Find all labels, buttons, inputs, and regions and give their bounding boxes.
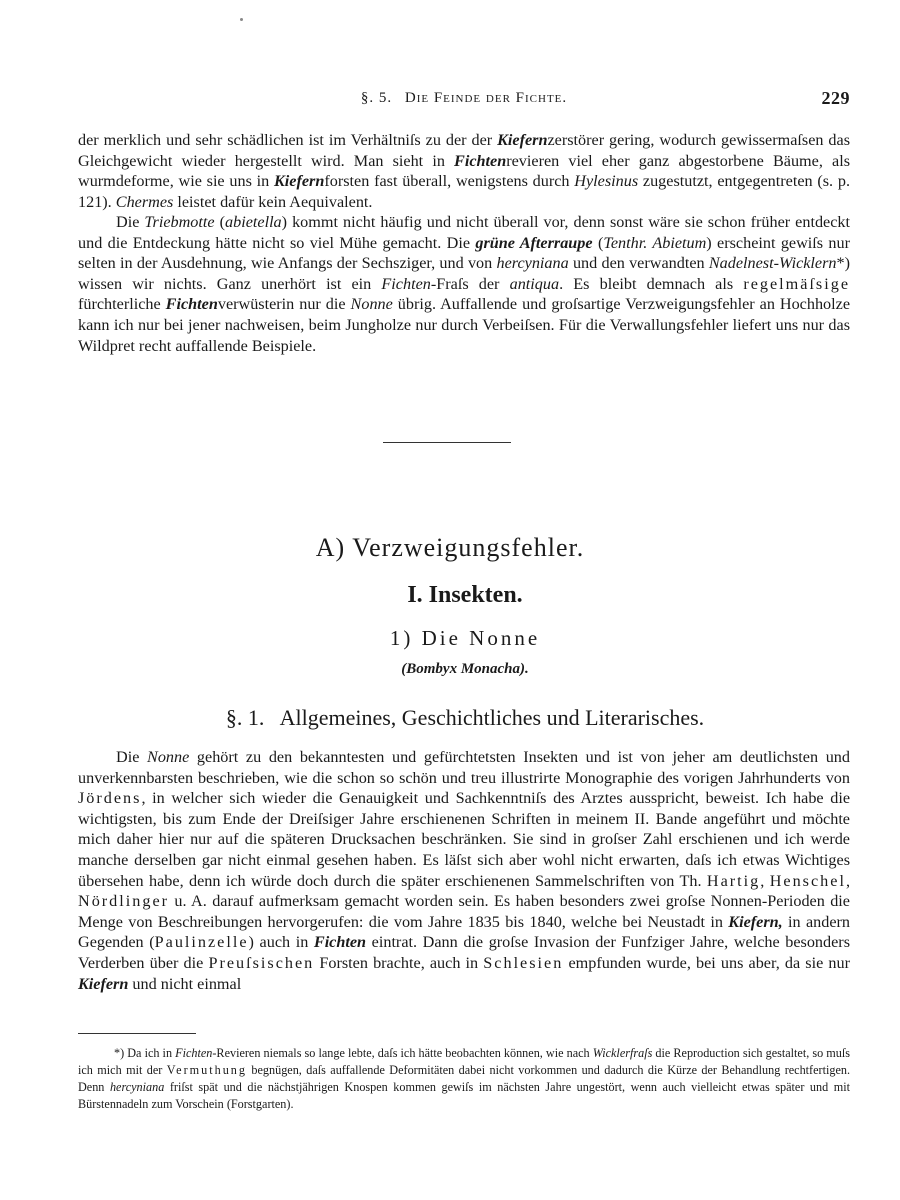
text-run: Die xyxy=(116,748,148,766)
italic-run: Fichten xyxy=(381,274,431,293)
text-run: Forsten brachte, auch in xyxy=(314,953,484,972)
italic-run: Triebmotte xyxy=(144,213,215,231)
italic-run: abietella xyxy=(225,213,282,231)
text-run: eintrat. Dann die groſse Invasion der Funfziger Jahre, welche besonders Verderben über die xyxy=(78,933,850,972)
text-run: ( xyxy=(214,213,226,231)
header-title xyxy=(78,90,850,107)
italic-run: hercyniana xyxy=(496,254,569,273)
running-header xyxy=(78,90,850,112)
text-run: friſst spät und die nächstjährigen Knospen kommen gewiſs im nächsten Jahre ungestört, wenn auch vielleicht etwas später und mit Bürstennadeln zum Vorschein (Forstgarten). xyxy=(78,1080,850,1111)
italic-run: Fichten xyxy=(175,1046,213,1060)
text-run: forsten fast überall, wenigstens durch xyxy=(324,172,575,191)
italic-run: Kiefern xyxy=(274,172,325,191)
italic-run: Nadelnest-Wicklern xyxy=(708,254,837,273)
text-run: empfunden wurde, bei uns aber, da sie nur xyxy=(563,953,850,972)
footnote-rule xyxy=(78,1033,196,1034)
italic-run: Kiefern, xyxy=(728,912,783,931)
spaced-run: Schlesien xyxy=(483,953,564,972)
heading-die-nonne: 1) Die Nonne xyxy=(389,626,541,650)
paragraph-2 xyxy=(78,212,850,356)
italic-run: antiqua xyxy=(509,274,560,293)
italic-run: grüne Afterraupe xyxy=(475,233,593,252)
spaced-run: Preuſsischen xyxy=(208,953,315,972)
text-run: verwüsterin nur die xyxy=(217,295,351,314)
heading-latin-name: (Bombyx Monacha). xyxy=(401,661,529,677)
paragraph-3 xyxy=(78,747,850,994)
text-run: u. A. darauf aufmerksam gemacht worden sein. Es haben besonders zwei groſse Nonnen-Perioden die Menge von Beschreibungen hervorgerufen: die vom Jahre 1835 bis 1840, welche bei Neustadt in xyxy=(78,892,850,931)
text-run: ( xyxy=(592,233,604,252)
spaced-run: Vermuthung xyxy=(166,1063,247,1077)
text-run: -Revieren niemals so lange lebte, daſs ich hätte beobachten können, wie nach xyxy=(212,1046,593,1060)
italic-run: Fichten xyxy=(454,151,507,170)
spaced-run: Henschel xyxy=(769,871,846,890)
text-run: und den verwandten xyxy=(568,254,709,273)
italic-run: Wicklerfraſs xyxy=(592,1046,653,1060)
paragraph-1 xyxy=(78,130,850,212)
footnote xyxy=(78,1045,850,1113)
text-run: leistet dafür kein Aequivalent. xyxy=(173,192,373,211)
text-run: in andern Gegenden ( xyxy=(78,912,850,952)
text-run: begnügen, daſs auffallende Deformitäten dabei nicht vorkommen und dadurch die Kürze der Behandlung rechtfertigen. Denn xyxy=(78,1063,851,1094)
heading-verzweigungsfehler: A) Verzweigungsfehler. xyxy=(315,533,585,562)
text-run: und nicht einmal xyxy=(128,974,242,993)
italic-run: Nonne xyxy=(350,295,393,314)
text-run: ) erscheint gewiſs nur selten in der Ausdehnung, wie Anfangs der Sechsziger, und von xyxy=(78,233,851,273)
header-section: §. 5. xyxy=(360,90,393,106)
italic-run: Hylesinus xyxy=(574,172,639,191)
text-run: gehört zu den bekanntesten und gefürchtetsten Insekten und ist von jeher am deutlichsten und unverkennbarsten beschrieben, wie die schon so schön und treu illustrirte Monographie des vorigen Jahrhunderts von xyxy=(78,748,850,787)
italic-run: Tenthr. Abietum xyxy=(603,233,707,252)
spaced-run: Paulinzelle xyxy=(154,933,249,952)
italic-run: hercyniana xyxy=(109,1080,165,1094)
text-run: die Reproduction sich gestaltet, so muſs ich mich mit der xyxy=(78,1046,850,1077)
italic-run: Kiefern xyxy=(497,131,548,149)
italic-run: Kiefern xyxy=(78,974,129,993)
section-divider xyxy=(383,442,511,443)
text-run: zugestutzt, entgegentreten (s. p. 121). xyxy=(78,172,851,211)
heading-section-1: §. 1. Allgemeines, Geschichtliches und Literarisches. xyxy=(225,705,705,730)
text-run: *) Da ich in xyxy=(114,1046,176,1060)
page-number: 229 xyxy=(821,88,850,108)
text-run: Die xyxy=(116,213,145,231)
text-run: ) auch in xyxy=(248,933,314,952)
italic-run: Chermes xyxy=(115,192,174,211)
spaced-run: Hartig xyxy=(706,871,761,890)
spaced-run: Nördlinger xyxy=(78,892,170,911)
text-run: . Es bleibt demnach als xyxy=(559,274,744,293)
text-run: , xyxy=(845,871,850,890)
italic-run: Nonne xyxy=(147,748,190,766)
text-run: übrig. Auffallende und groſsartige Verzweigungsfehler an Hochholze kann ich nur bei jener nachweisen, beim Jungholze nur durch Verbeiſsen. Für die Verwallungsfehler liefert uns nur das Wildpret recht auffallende Beispiele. xyxy=(78,295,851,355)
spaced-run: regelmäſsige xyxy=(743,274,851,293)
text-run: ) kommt nicht häufig und nicht überall vor, denn sonst wäre sie schon früher entdeckt und die Entdeckung hätte nicht so viel Mühe gemacht. Die xyxy=(78,213,851,252)
header-chapter: Die Feinde der Fichte. xyxy=(404,90,568,106)
text-run: *) wissen wir nichts. Ganz unerhört ist ein xyxy=(78,254,850,293)
print-speck xyxy=(240,18,243,21)
text-run: , in welcher sich wieder die Genauigkeit und Sachkenntniſs des Arztes ausspricht, beweist. Ich habe die wichtigsten, bis zum Ende der Dreiſsiger Jahre erschienenen Schriften in meinem II. Bande angeführt und möchte mich daher hier nur auf die späteren Drucksachen beschränken. Sie sind in groſser Zahl erschienen und ich werde manche derselben gar nicht einmal gesehen haben. Es läſst sich aber wohl nicht erwarten, daſs ich etwas Wichtiges übersehen habe, denn ich würde doch durch die später erschienenen Sammelschriften von Th. xyxy=(78,789,850,890)
text-run: revieren viel eher ganz abgestorbene Bäume, als wurmdeforme, wie sie uns in xyxy=(78,151,850,191)
text-run: , xyxy=(760,871,770,890)
text-run: zerstörer gering, wodurch gewissermaſsen das Gleichgewicht wieder hergestellt wird. Man sieht in xyxy=(78,131,850,170)
spaced-run: Jördens xyxy=(78,789,142,808)
heading-insekten: I. Insekten. xyxy=(407,582,523,608)
text-run: der merklich und sehr schädlichen ist im Verhältniſs zu der der xyxy=(78,131,498,149)
italic-run: Fichten xyxy=(313,933,367,952)
text-run: -Fraſs der xyxy=(430,274,510,293)
text-run: fürchterliche xyxy=(78,295,166,314)
italic-run: Fichten xyxy=(165,295,218,314)
